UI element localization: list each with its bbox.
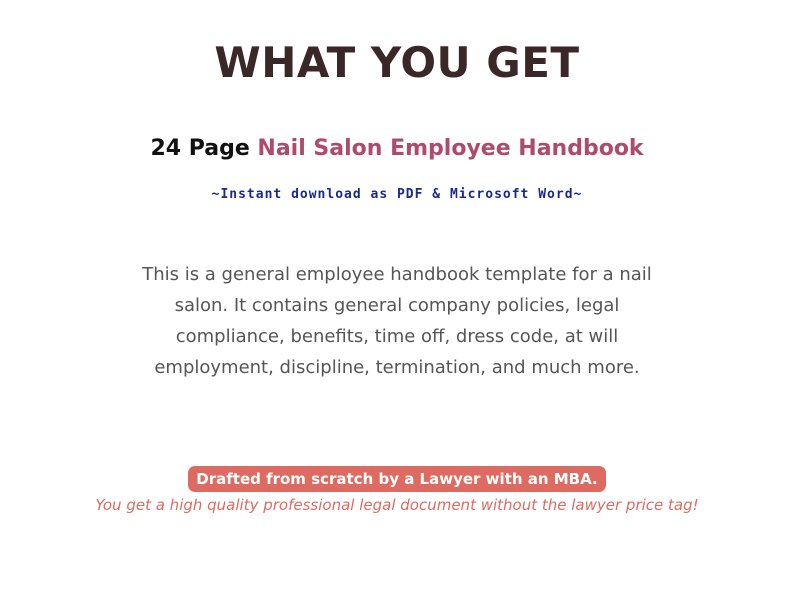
page-count-label: 24 Page: [150, 136, 258, 161]
product-name: Nail Salon Employee Handbook: [257, 136, 644, 161]
author-badge: Drafted from scratch by a Lawyer with an MBA.: [188, 466, 605, 492]
download-note: ~Instant download as PDF & Microsoft Word~: [211, 187, 583, 202]
badge-container: [0, 466, 794, 492]
tagline: You get a high quality professional legal document without the lawyer price tag!: [95, 496, 699, 514]
page-title: WHAT YOU GET: [214, 38, 580, 87]
product-description: This is a general employee handbook template for a nail salon. It contains general company policies, legal compliance, benefits, time off, dress code, at will employment, discipline, termination, and much more.: [142, 264, 652, 378]
product-subtitle: [0, 136, 794, 161]
